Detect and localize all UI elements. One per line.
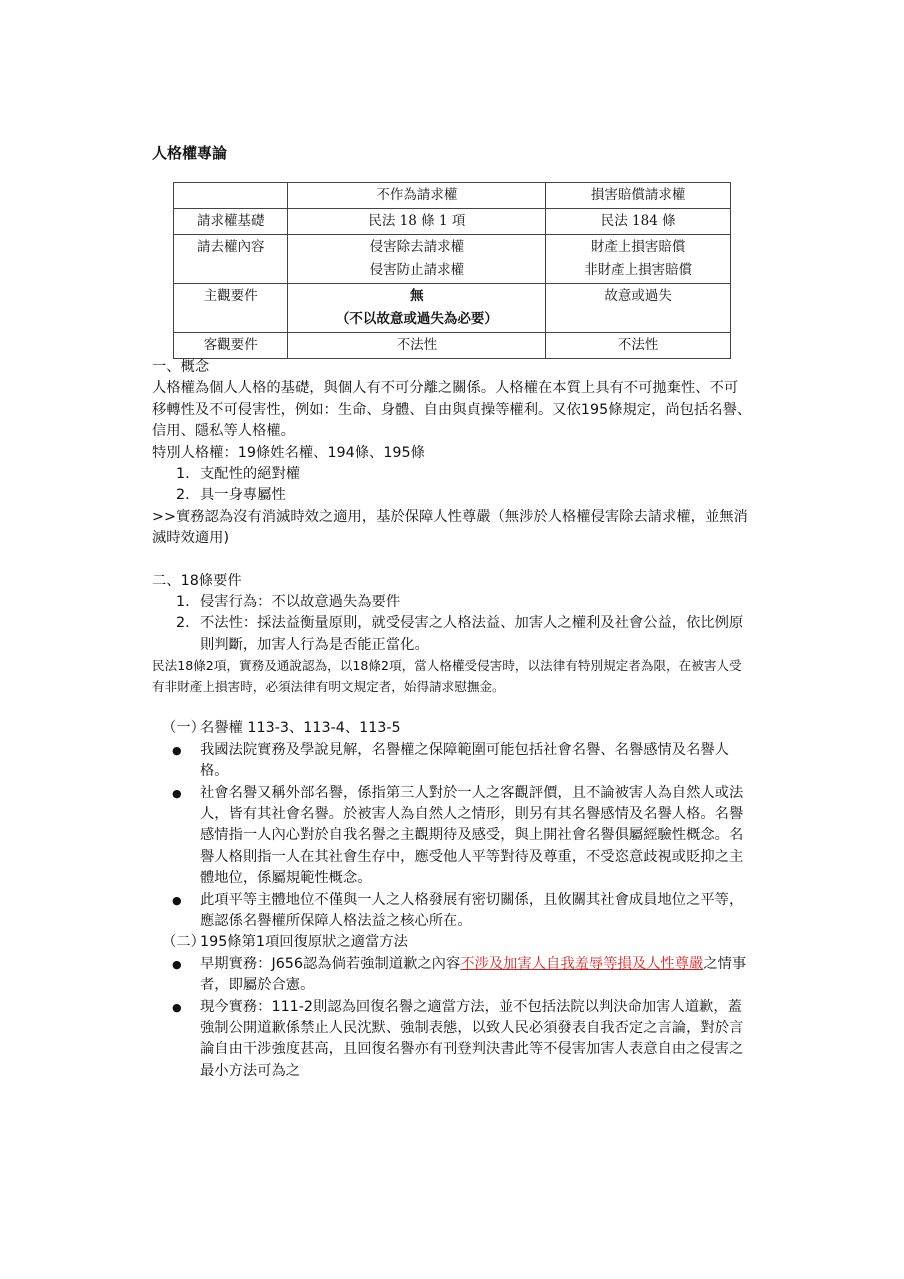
- bullet-item: [172, 740, 752, 783]
- bullet-icon: ●: [172, 957, 182, 971]
- bullet-text: 社會名譽又稱外部名譽，係指第三人對於一人之客觀評價，且不論被害人為自然人或法人，皆有其社會名譽。於被害人為自然人之情形，則另有其名譽感情及名譽人格。名譽感情指一人內心對於自我名譽之主觀期待及感受，與上開社會名譽俱屬經驗性概念。名譽人格則指一人在其社會生存中，應受他人平等對待及尊重，不受恣意歧視或貶抑之主體地位，係屬規範性概念。: [200, 784, 744, 887]
- subsection-label: （一）: [162, 720, 205, 737]
- table-cell: 不法性: [288, 333, 546, 359]
- highlighted-text: 不涉及加害人自我羞辱等損及人性尊嚴: [460, 955, 704, 972]
- bullet-item: [172, 890, 752, 933]
- bullet-icon: ●: [172, 893, 182, 907]
- row-label: 客觀要件: [174, 333, 288, 359]
- row-label: 主觀要件: [174, 284, 288, 333]
- bullet-icon: ●: [172, 1000, 182, 1014]
- table-header-cell: [174, 183, 288, 209]
- bullet-icon: ●: [172, 786, 182, 800]
- table-cell: 民法 18 條 1 項: [288, 209, 546, 235]
- table-row: [174, 235, 731, 284]
- section-heading: 二、18條要件: [152, 572, 242, 589]
- numbered-item: [176, 613, 752, 656]
- text-run: 早期實務：J656認為倘若強制道歉之內容: [200, 955, 461, 972]
- item-number: 2.: [176, 487, 190, 504]
- row-label: 請求權基礎: [174, 209, 288, 235]
- numbered-item: [176, 592, 752, 613]
- table-row: [174, 284, 731, 333]
- paragraph: 特別人格權：19條姓名權、194條、195條: [152, 444, 425, 461]
- table-cell: [288, 235, 546, 284]
- cell-line: 非財產上損害賠償: [584, 262, 693, 278]
- table-cell: 故意或過失: [546, 284, 731, 333]
- page-title: 人格權專論: [152, 144, 228, 162]
- cell-line: 財產上損害賠償: [590, 239, 686, 255]
- document-body: [152, 357, 752, 1082]
- bullet-item: [172, 954, 752, 997]
- text-run: 之情事者，即屬於合憲。: [200, 955, 747, 994]
- bullet-text: 我國法院實務及學說見解，名譽權之保障範圍可能包括社會名譽、名譽感情及名譽人格。: [200, 741, 729, 780]
- item-text: 不法性：採法益衡量原則，就受侵害之人格法益、加害人之權利及社會公益，依比例原則判斷，加害人行為是否能正當化。: [200, 615, 744, 653]
- bullet-text: 此項平等主體地位不僅與一人之人格發展有密切關係，且攸關其社會成員地位之平等，應認係名譽權所保障人格法益之核心所在。: [200, 891, 744, 929]
- numbered-item: [176, 485, 752, 506]
- cell-line: 侵害除去請求權: [369, 239, 465, 255]
- bullet-text: 現今實務：111-2則認為回復名譽之適當方法，並不包括法院以判決命加害人道歉，蓋強制公開道歉係禁止人民沈默、強制表態，以致人民必須發表自我否定之言論，對於言論自由干涉強度甚高，且回復名譽亦有刊登判決書此等不侵害加害人表意自由之侵害之最小方法可為之: [200, 998, 744, 1079]
- table-row: [174, 209, 731, 235]
- item-number: 1.: [176, 466, 190, 483]
- table-row: [174, 333, 731, 359]
- numbered-item: [176, 464, 752, 485]
- subsection-title: 195條第1項回復原狀之適當方法: [200, 934, 408, 951]
- cell-line: 侵害防止請求權: [369, 262, 465, 278]
- note-paragraph: 民法18條2項，實務及通說認為，以18條2項，當人格權受侵害時，以法律有特別規定者為限，在被害人受有非財產上損害時，必須法律有明文規定者，始得請求慰撫金。: [152, 658, 742, 694]
- bullet-icon: ●: [172, 743, 182, 757]
- table-header-cell: 損害賠償請求權: [546, 183, 731, 209]
- paragraph: 人格權為個人人格的基礎，與個人有不可分離之關係。人格權在本質上具有不可拋棄性、不可移轉性及不可侵害性，例如：生命、身體、自由與貞操等權利。又依195條規定，尚包括名譽、信用、隱私等人格權。: [152, 380, 752, 440]
- item-number: 2.: [176, 615, 190, 632]
- table-cell: [546, 235, 731, 284]
- bullet-list: [172, 954, 752, 1082]
- cell-line: （不以故意或過失為必要）: [335, 311, 498, 327]
- table-cell: 不法性: [546, 333, 731, 359]
- subsection-label: （二）: [162, 934, 205, 951]
- bullet-item: [172, 997, 752, 1083]
- cell-line: 無: [410, 288, 424, 304]
- subsection-title: 名譽權 113-3、113-4、113-5: [200, 720, 401, 737]
- row-label: 請去權內容: [174, 235, 288, 284]
- bullet-item: [172, 783, 752, 890]
- subsection-heading: [162, 932, 752, 953]
- subsection-heading: [162, 718, 752, 739]
- table-header-row: [174, 183, 731, 209]
- item-text: 具一身專屬性: [200, 487, 286, 504]
- comparison-table: [173, 182, 731, 359]
- item-number: 1.: [176, 594, 190, 611]
- item-text: 支配性的絕對權: [200, 466, 301, 483]
- section-heading: 一、概念: [152, 359, 210, 375]
- bullet-list: [172, 740, 752, 933]
- note-paragraph: >>實務認為沒有消滅時效之適用，基於保障人性尊嚴（無涉於人格權侵害除去請求權，並無消滅時效適用): [152, 508, 748, 547]
- table-cell: [288, 284, 546, 333]
- table-cell: 民法 184 條: [546, 209, 731, 235]
- table-header-cell: 不作為請求權: [288, 183, 546, 209]
- bullet-text: [200, 954, 752, 997]
- item-text: 侵害行為：不以故意過失為要件: [200, 594, 401, 611]
